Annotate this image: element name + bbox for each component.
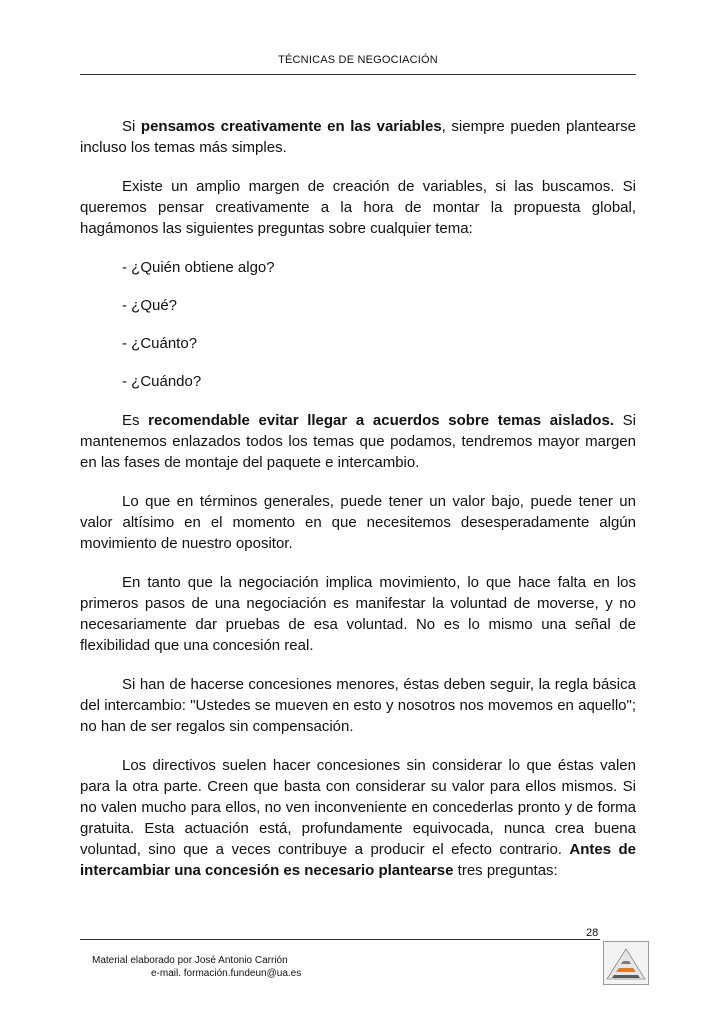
page-header-title: TÉCNICAS DE NEGOCIACIÓN: [278, 54, 438, 66]
paragraph-7: [80, 755, 636, 881]
p1-text-a: Si: [122, 118, 141, 135]
document-body: [80, 116, 636, 899]
paragraph-3: [80, 410, 636, 473]
question-list: [80, 257, 636, 392]
p7-text-bold: Antes de intercambiar una concesión es necesario plantearse: [80, 841, 636, 879]
p7-text-a: Los directivos suelen hacer concesiones sin considerar lo que éstas valen para la otra parte. Creen que basta con considerar su valor para ellos mismos. Si no valen mucho para ellos, no ven inconveniente en concederlas pronto y de forma gratuita. Esta actuación está, profundamente equivocada, nunca crea buena voluntad, sino que a veces contribuye a producir el efecto contrario.: [80, 757, 636, 858]
paragraph-2: Existe un amplio margen de creación de variables, si las buscamos. Si queremos pensar creativamente a la hora de montar la propuesta global, hagámonos las siguientes preguntas sobre cualquier tema:: [80, 178, 636, 237]
page-number: 28: [586, 927, 599, 939]
paragraph-6: Si han de hacerse concesiones menores, éstas deben seguir, la regla básica del intercambio: "Ustedes se mueven en esto y nosotros nos movemos en aquello"; no han de ser regalos sin compensación.: [80, 676, 636, 735]
fundeun-logo-icon: [603, 941, 649, 985]
p1-text-bold: pensamos creativamente en las variables: [140, 118, 442, 135]
paragraph-4: Lo que en términos generales, puede tener un valor bajo, puede tener un valor altísimo en el momento en que necesitemos desesperadamente algún movimiento de nuestro opositor.: [80, 493, 636, 552]
footer-author: Material elaborado por José Antonio Carrión: [92, 955, 288, 966]
p3-text-c: Si mantenemos enlazados todos los temas que podamos, tendremos mayor margen en las fases de montaje del paquete e intercambio.: [80, 412, 636, 471]
header-divider: [80, 74, 636, 75]
question-item: - ¿Quién obtiene algo?: [122, 259, 275, 276]
p1-text-c: , siempre pueden plantearse incluso los temas más simples.: [80, 118, 636, 156]
p7-text-c: tres preguntas:: [453, 862, 558, 879]
question-item: - ¿Cuándo?: [122, 373, 202, 390]
p3-text-a: Es: [122, 412, 149, 429]
question-item: - ¿Qué?: [122, 297, 178, 314]
footer-divider: [80, 939, 600, 940]
p3-text-bold: recomendable evitar llegar a acuerdos sobre temas aislados.: [148, 412, 614, 429]
footer-email: e-mail. formación.fundeun@ua.es: [151, 968, 302, 979]
question-item: - ¿Cuánto?: [122, 335, 198, 352]
paragraph-5: En tanto que la negociación implica movimiento, lo que hace falta en los primeros pasos de una negociación es manifestar la voluntad de moverse, y no necesariamente dar pruebas de esa voluntad. No es lo mismo una señal de flexibilidad que una concesión real.: [80, 574, 636, 654]
paragraph-1: [80, 116, 636, 158]
